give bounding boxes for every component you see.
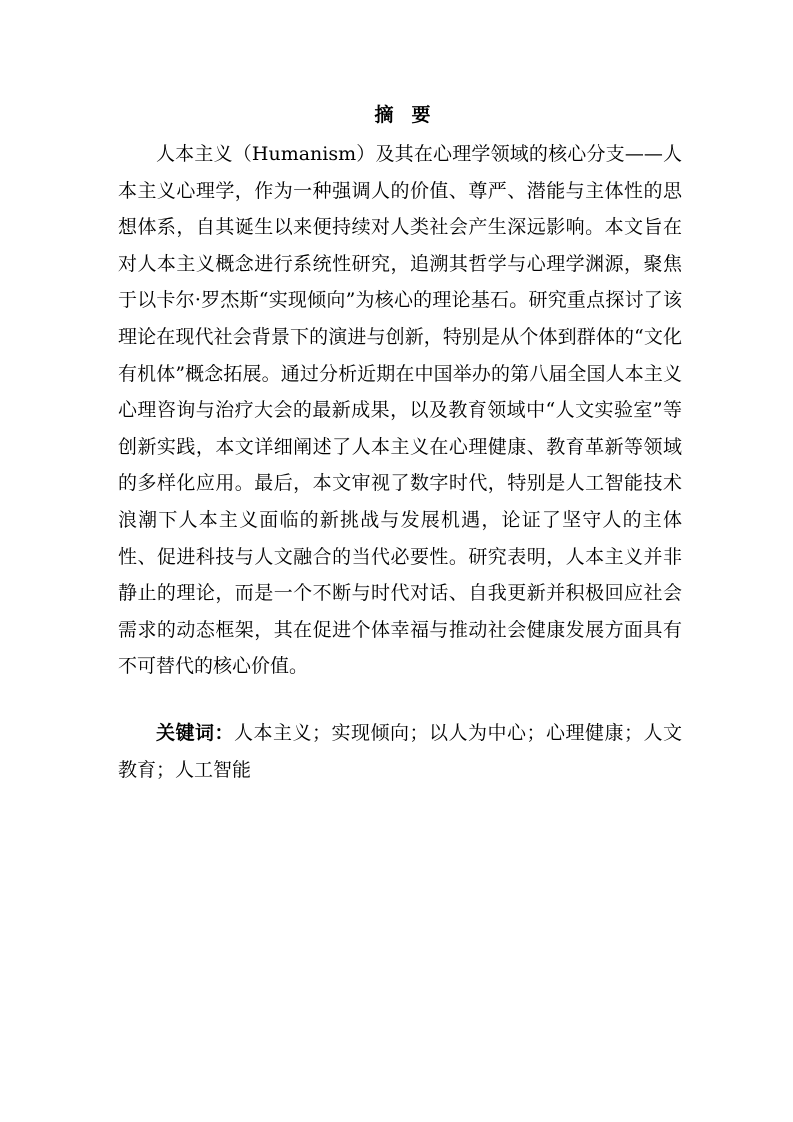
keywords-paragraph [118,715,682,788]
keywords-text: 人本主义；实现倾向；以人为中心；心理健康；人文教育；人工智能 [118,722,682,781]
abstract-body: 人本主义（Humanism）及其在心理学领域的核心分支——人本主义心理学，作为一种强调人的价值、尊严、潜能与主体性的思想体系，自其诞生以来便持续对人类社会产生深远影响。本文旨在对人本主义概念进行系统性研究，追溯其哲学与心理学渊源，聚焦于以卡尔·罗杰斯“实现倾向”为核心的理论基石。研究重点探讨了该理论在现代社会背景下的演进与创新，特别是从个体到群体的“文化有机体”概念拓展。通过分析近期在中国举办的第八届全国人本主义心理咨询与治疗大会的最新成果，以及教育领域中“人文实验室”等创新实践，本文详细阐述了人本主义在心理健康、教育革新等领域的多样化应用。最后，本文审视了数字时代，特别是人工智能技术浪潮下人本主义面临的新挑战与发展机遇，论证了坚守人的主体性、促进科技与人文融合的当代必要性。研究表明，人本主义并非静止的理论，而是一个不断与时代对话、自我更新并积极回应社会需求的动态框架，其在促进个体幸福与推动社会健康发展方面具有不可替代的核心价值。 [118,143,682,678]
abstract-title: 摘要 [374,104,449,126]
keywords-label: 关键词： [156,722,234,744]
